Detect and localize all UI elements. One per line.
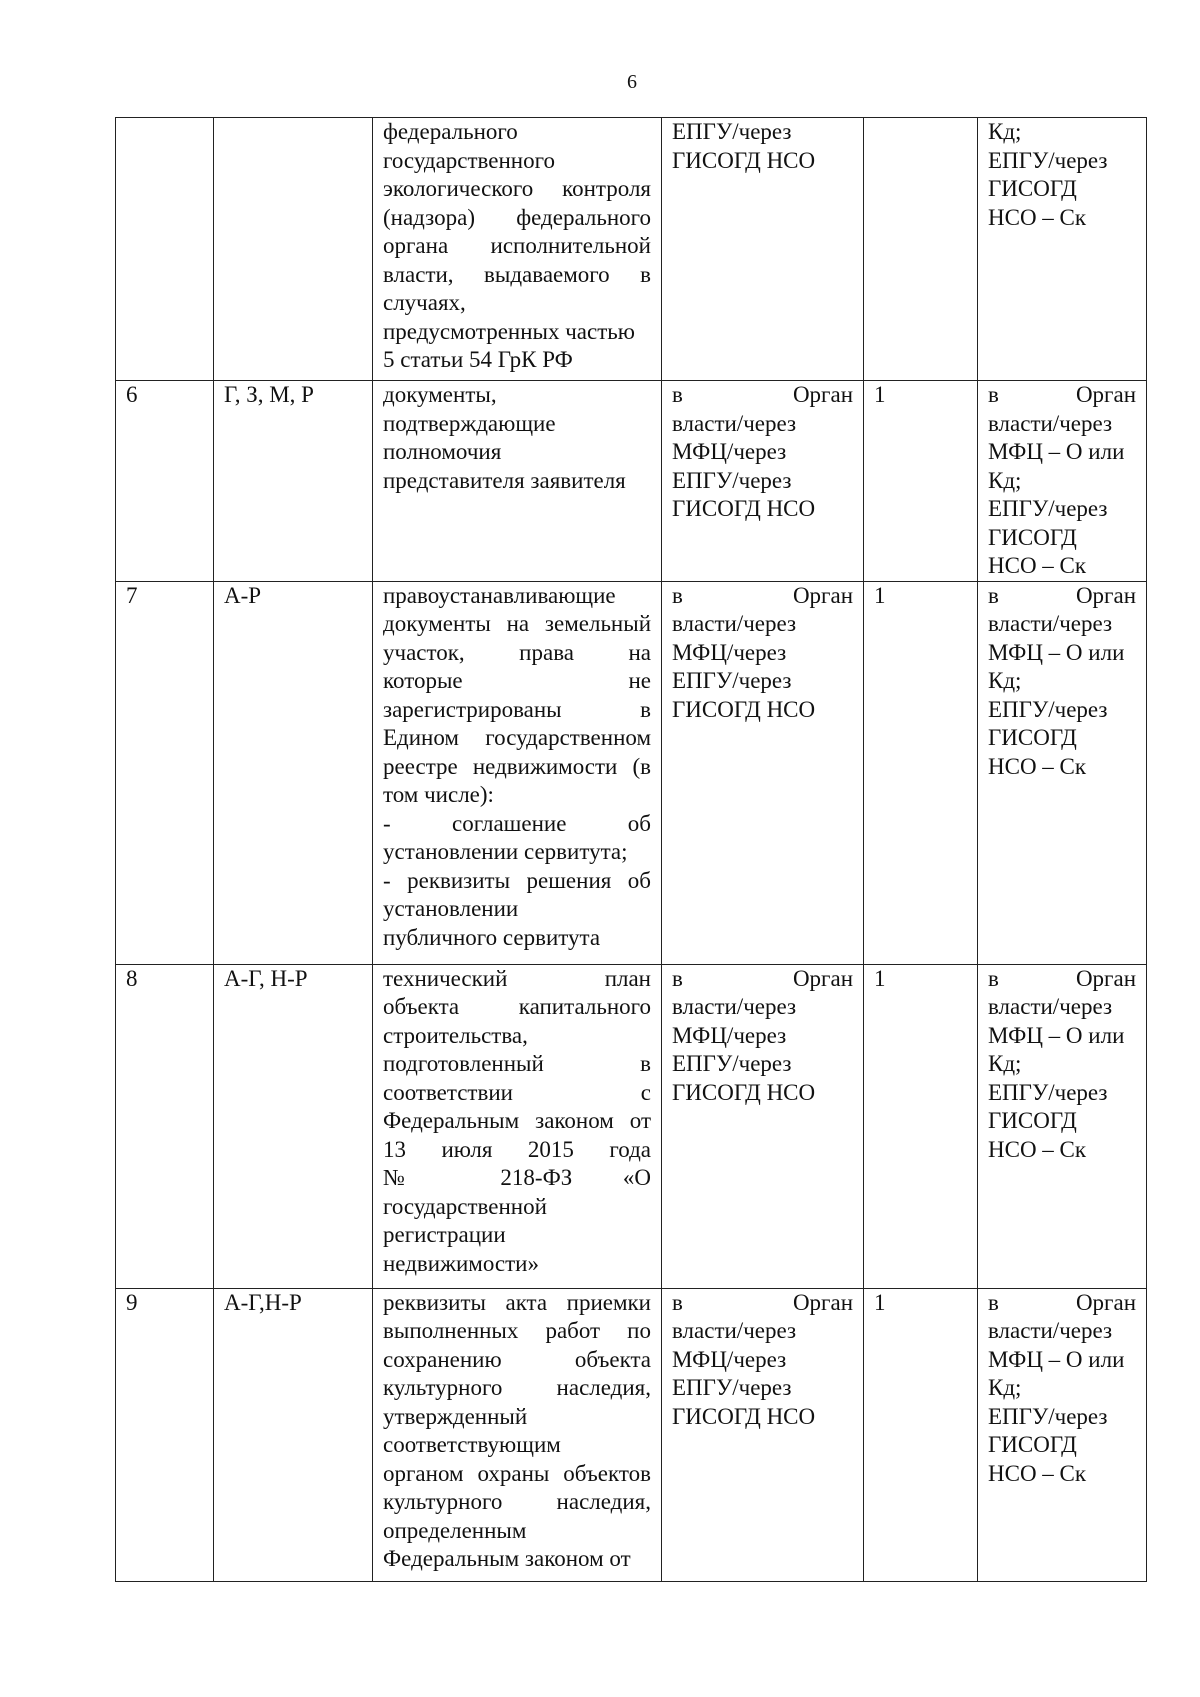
- result-method-cell: [978, 964, 1147, 1288]
- result-text-line: ЕПГУ/через: [988, 496, 1108, 521]
- categories-cell: [214, 964, 373, 1288]
- submission-text-line: власти/через: [672, 994, 797, 1019]
- count-cell: [864, 1288, 978, 1581]
- submission-text-line: ЕПГУ/через: [672, 119, 792, 144]
- row-categories: А-Г,Н-Р: [224, 1289, 302, 1315]
- result-text-line: НСО – Ск: [988, 1460, 1087, 1486]
- table-row: [116, 381, 1147, 582]
- submission-text-line: в Орган: [672, 965, 853, 991]
- row-categories: Г, З, М, Р: [224, 382, 314, 407]
- document-count: 1: [874, 382, 886, 407]
- result-text-line: в Орган: [988, 965, 1136, 991]
- document-text-line: том числе):: [383, 782, 494, 807]
- document-text-line: установлении сервитута;: [383, 839, 628, 864]
- document-text-line: федерального: [383, 119, 518, 144]
- document-text-line: государственной: [383, 1193, 547, 1219]
- document-text-line: утвержденный: [383, 1403, 528, 1429]
- result-text-line: НСО – Ск: [988, 1136, 1087, 1162]
- result-text-line: Кд;: [988, 668, 1022, 693]
- row-number-cell: [116, 581, 214, 964]
- document-text-line: 13 июля 2015 года: [383, 1136, 651, 1162]
- document-text-line: - соглашение об: [383, 810, 651, 836]
- document-text-line: установлении: [383, 896, 519, 921]
- result-text-line: власти/через: [988, 1318, 1113, 1343]
- submission-method-cell: [662, 1288, 864, 1581]
- document-text-line: соответствии с: [383, 1079, 651, 1105]
- document-count: 1: [874, 582, 886, 608]
- result-text-line: ЕПГУ/через: [988, 147, 1108, 173]
- document-text-line: № 218-ФЗ «О: [383, 1165, 651, 1190]
- result-text-line: ГИСОГД: [988, 1432, 1077, 1457]
- submission-text-line: ГИСОГД НСО: [672, 696, 816, 722]
- document-text-line: выполненных работ по: [383, 1318, 651, 1343]
- submission-text-line: МФЦ/через: [672, 439, 787, 464]
- document-text-line: которые не: [383, 668, 651, 693]
- document-text-line: экологического контроля: [383, 176, 651, 201]
- document-text-line: недвижимости»: [383, 1250, 539, 1276]
- row-number: 8: [126, 965, 138, 991]
- submission-text-line: ЕПГУ/через: [672, 668, 792, 693]
- document-text-line: строительства,: [383, 1022, 528, 1048]
- row-number-cell: [116, 118, 214, 381]
- document-text-line: определенным: [383, 1517, 527, 1543]
- row-number: 6: [126, 382, 138, 407]
- document-count: 1: [874, 1289, 886, 1315]
- row-number: 9: [126, 1289, 138, 1315]
- document-text-line: органа исполнительной: [383, 233, 651, 258]
- result-text-line: Кд;: [988, 1051, 1022, 1076]
- result-text-line: ГИСОГД: [988, 1108, 1077, 1133]
- document-name-cell: [373, 964, 662, 1288]
- document-text-line: Федеральным законом от: [383, 1546, 631, 1571]
- result-text-line: МФЦ – О или: [988, 439, 1125, 464]
- document-text-line: объекта капитального: [383, 994, 651, 1019]
- document-text-line: Едином государственном: [383, 725, 651, 750]
- count-cell: [864, 581, 978, 964]
- result-text-line: ЕПГУ/через: [988, 696, 1108, 722]
- document-text-line: власти, выдаваемого в: [383, 261, 651, 287]
- submission-text-line: власти/через: [672, 611, 797, 636]
- document-text-line: культурного наследия,: [383, 1375, 651, 1400]
- row-categories: А-Г, Н-Р: [224, 965, 308, 991]
- submission-text-line: власти/через: [672, 1318, 797, 1343]
- row-categories: А-Р: [224, 582, 262, 608]
- document-text-line: (надзора) федерального: [383, 204, 651, 230]
- row-number-cell: [116, 964, 214, 1288]
- document-text-line: соответствующим: [383, 1432, 561, 1457]
- document-text-line: подготовленный в: [383, 1051, 651, 1076]
- submission-text-line: ЕПГУ/через: [672, 1051, 792, 1076]
- result-text-line: МФЦ – О или: [988, 1346, 1125, 1372]
- result-text-line: Кд;: [988, 1375, 1022, 1400]
- document-text-line: случаях,: [383, 290, 466, 315]
- result-text-line: МФЦ – О или: [988, 1022, 1125, 1048]
- document-name-cell: [373, 581, 662, 964]
- documents-table: [115, 117, 1147, 1582]
- document-text-line: сохранению объекта: [383, 1346, 651, 1372]
- document-text-line: технический план: [383, 965, 651, 991]
- document-text-line: представителя заявителя: [383, 467, 626, 493]
- result-text-line: НСО – Ск: [988, 553, 1087, 578]
- result-text-line: ГИСОГД: [988, 725, 1077, 750]
- submission-method-cell: [662, 118, 864, 381]
- result-text-line: власти/через: [988, 410, 1113, 436]
- submission-text-line: МФЦ/через: [672, 1022, 787, 1048]
- submission-text-line: в Орган: [672, 382, 853, 407]
- document-text-line: 5 статьи 54 ГрК РФ: [383, 347, 573, 372]
- count-cell: [864, 118, 978, 381]
- submission-text-line: в Орган: [672, 1289, 853, 1315]
- submission-method-cell: [662, 581, 864, 964]
- result-method-cell: [978, 381, 1147, 582]
- submission-text-line: в Орган: [672, 582, 853, 608]
- result-text-line: власти/через: [988, 611, 1113, 636]
- submission-text-line: ЕПГУ/через: [672, 1375, 792, 1400]
- categories-cell: [214, 1288, 373, 1581]
- document-text-line: участок, права на: [383, 639, 651, 665]
- table-row: [116, 118, 1147, 381]
- document-text-line: регистрации: [383, 1222, 506, 1247]
- document-name-cell: [373, 1288, 662, 1581]
- result-method-cell: [978, 1288, 1147, 1581]
- result-text-line: власти/через: [988, 994, 1113, 1019]
- categories-cell: [214, 581, 373, 964]
- document-text-line: - реквизиты решения об: [383, 867, 651, 893]
- document-text-line: подтверждающие: [383, 410, 556, 436]
- result-text-line: ЕПГУ/через: [988, 1079, 1108, 1105]
- row-number-cell: [116, 381, 214, 582]
- row-number-cell: [116, 1288, 214, 1581]
- submission-text-line: ЕПГУ/через: [672, 467, 792, 493]
- categories-cell: [214, 118, 373, 381]
- result-method-cell: [978, 118, 1147, 381]
- result-text-line: ЕПГУ/через: [988, 1403, 1108, 1429]
- submission-text-line: МФЦ/через: [672, 639, 787, 665]
- document-text-line: полномочия: [383, 439, 502, 464]
- submission-text-line: ГИСОГД НСО: [672, 1403, 816, 1429]
- document-text-line: культурного наследия,: [383, 1489, 651, 1514]
- count-cell: [864, 964, 978, 1288]
- page-number: 6: [627, 71, 637, 93]
- document-text-line: государственного: [383, 147, 555, 173]
- document-text-line: реквизиты акта приемки: [383, 1289, 651, 1315]
- document-text-line: правоустанавливающие: [383, 582, 616, 608]
- document-name-cell: [373, 118, 662, 381]
- categories-cell: [214, 381, 373, 582]
- result-text-line: ГИСОГД: [988, 524, 1077, 550]
- table-row: [116, 581, 1147, 964]
- table-row: [116, 964, 1147, 1288]
- submission-method-cell: [662, 381, 864, 582]
- count-cell: [864, 381, 978, 582]
- result-text-line: МФЦ – О или: [988, 639, 1125, 665]
- result-text-line: Кд;: [988, 119, 1022, 144]
- result-text-line: Кд;: [988, 467, 1022, 493]
- submission-text-line: ГИСОГД НСО: [672, 1079, 816, 1105]
- result-text-line: в Орган: [988, 1289, 1136, 1315]
- document-text-line: документы,: [383, 382, 497, 407]
- row-number: 7: [126, 582, 138, 608]
- submission-text-line: ГИСОГД НСО: [672, 496, 816, 521]
- result-text-line: в Орган: [988, 582, 1136, 608]
- document-text-line: зарегистрированы в: [383, 696, 651, 722]
- submission-method-cell: [662, 964, 864, 1288]
- document-name-cell: [373, 381, 662, 582]
- document-text-line: документы на земельный: [383, 611, 651, 636]
- document-count: 1: [874, 965, 886, 991]
- result-text-line: ГИСОГД: [988, 176, 1077, 201]
- submission-text-line: власти/через: [672, 410, 797, 436]
- submission-text-line: ГИСОГД НСО: [672, 147, 816, 173]
- result-text-line: в Орган: [988, 382, 1136, 407]
- document-text-line: предусмотренных частью: [383, 318, 635, 344]
- document-text-line: реестре недвижимости (в: [383, 753, 651, 779]
- document-text-line: публичного сервитута: [383, 924, 601, 950]
- result-text-line: НСО – Ск: [988, 753, 1087, 779]
- document-text-line: органом охраны объектов: [383, 1460, 651, 1486]
- result-text-line: НСО – Ск: [988, 204, 1087, 230]
- document-text-line: Федеральным законом от: [383, 1108, 651, 1133]
- table-row: [116, 1288, 1147, 1581]
- submission-text-line: МФЦ/через: [672, 1346, 787, 1372]
- result-method-cell: [978, 581, 1147, 964]
